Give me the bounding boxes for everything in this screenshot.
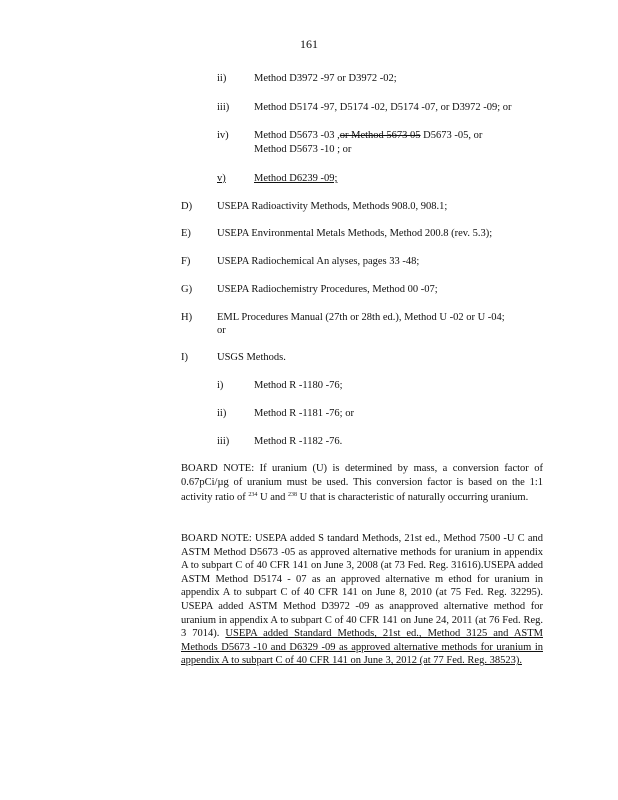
item-text: or: [217, 325, 226, 336]
note-text: BOARD NOTE: If uranium (U) is determined by mass, a conversion factor of 0.67pCi/µg of uranium must be used. This conversion factor is based on the 1:1 activity ratio of: [181, 463, 543, 504]
item-text: USEPA Radiochemistry Procedures, Method 00 -07;: [217, 284, 438, 295]
underlined-amendment-text: USEPA added Standard Methods, 21st ed., Method 3125 and ASTM Methods D5673 -10 and D6329 -09 as approved alternative methods for uranium in appendix A to subpart C of 40 CFR 141 on June 3, 2012 (at 77 Fed. Reg. 38523).: [181, 628, 543, 667]
item-text: USEPA Radioactivity Methods, Methods 908.0, 908.1;: [217, 201, 448, 212]
item-text: Method D5174 -97, D5174 -02, D5174 -07, or D3972 -09; or: [254, 102, 512, 113]
isotope-superscript: 238: [287, 492, 297, 499]
item-label: ii): [217, 73, 227, 84]
item-text: Method R -1181 -76; or: [254, 408, 354, 419]
board-note-uranium-conversion: [181, 462, 543, 505]
note-text: U that is characteristic of naturally occurring uranium.: [296, 492, 529, 504]
page-number: 161: [300, 37, 318, 51]
item-text: Method D5673 -10 ; or: [254, 144, 352, 155]
item-label: i): [217, 380, 224, 391]
item-text-part: Method D5673 -03 ,: [254, 130, 340, 141]
note-text: BOARD NOTE: USEPA added S tandard Methods, 21st ed., Method 7500 -U C and ASTM Method D5673 -05 as approved alternative methods for uranium in appendix A to subpart C of 40 CFR 141 on June 3, 2008 (at 73 Fed. Reg. 31616).USEPA added ASTM Method D5174 - 07 as an approved alternative m ethod for uranium in appendix A to subpart C of 40 CFR 141 on June 8, 2010 (at 75 Fed. Reg. 32295). USEPA added ASTM Method D3972 -09 as anapproved alternative method for uranium in appendix A to subpart C of 40 CFR 141 on June 24, 2011 (at 76 Fed. Reg. 3 7014).: [181, 533, 543, 640]
item-label: I): [181, 352, 188, 363]
item-text-part: D5673 -05, or: [420, 130, 483, 141]
item-label: G): [181, 284, 193, 295]
item-text: USEPA Radiochemical An alyses, pages 33 -48;: [217, 256, 420, 267]
item-text: Method R -1180 -76;: [254, 380, 343, 391]
item-text: Method R -1182 -76.: [254, 436, 343, 447]
item-text: Method D6239 -09;: [254, 173, 338, 184]
struck-text: or Method 5673 05: [339, 130, 421, 141]
item-text: [254, 129, 482, 143]
note-text: U and: [257, 492, 288, 504]
isotope-superscript: 234: [248, 492, 258, 499]
board-note-usepa-additions: [181, 532, 543, 668]
item-label: ii): [217, 408, 227, 419]
item-label: iii): [217, 102, 230, 113]
item-label: iii): [217, 436, 230, 447]
item-label: F): [181, 256, 191, 267]
item-label: D): [181, 201, 193, 212]
item-text: USGS Methods.: [217, 352, 286, 363]
item-text: USEPA Environmental Metals Methods, Method 200.8 (rev. 5.3);: [217, 228, 493, 239]
item-label: v): [217, 173, 226, 184]
item-text: Method D3972 -97 or D3972 -02;: [254, 73, 397, 84]
item-label: iv): [217, 130, 229, 141]
item-label: E): [181, 228, 191, 239]
item-label: H): [181, 312, 193, 323]
item-text: EML Procedures Manual (27th or 28th ed.), Method U -02 or U -04;: [217, 312, 505, 323]
